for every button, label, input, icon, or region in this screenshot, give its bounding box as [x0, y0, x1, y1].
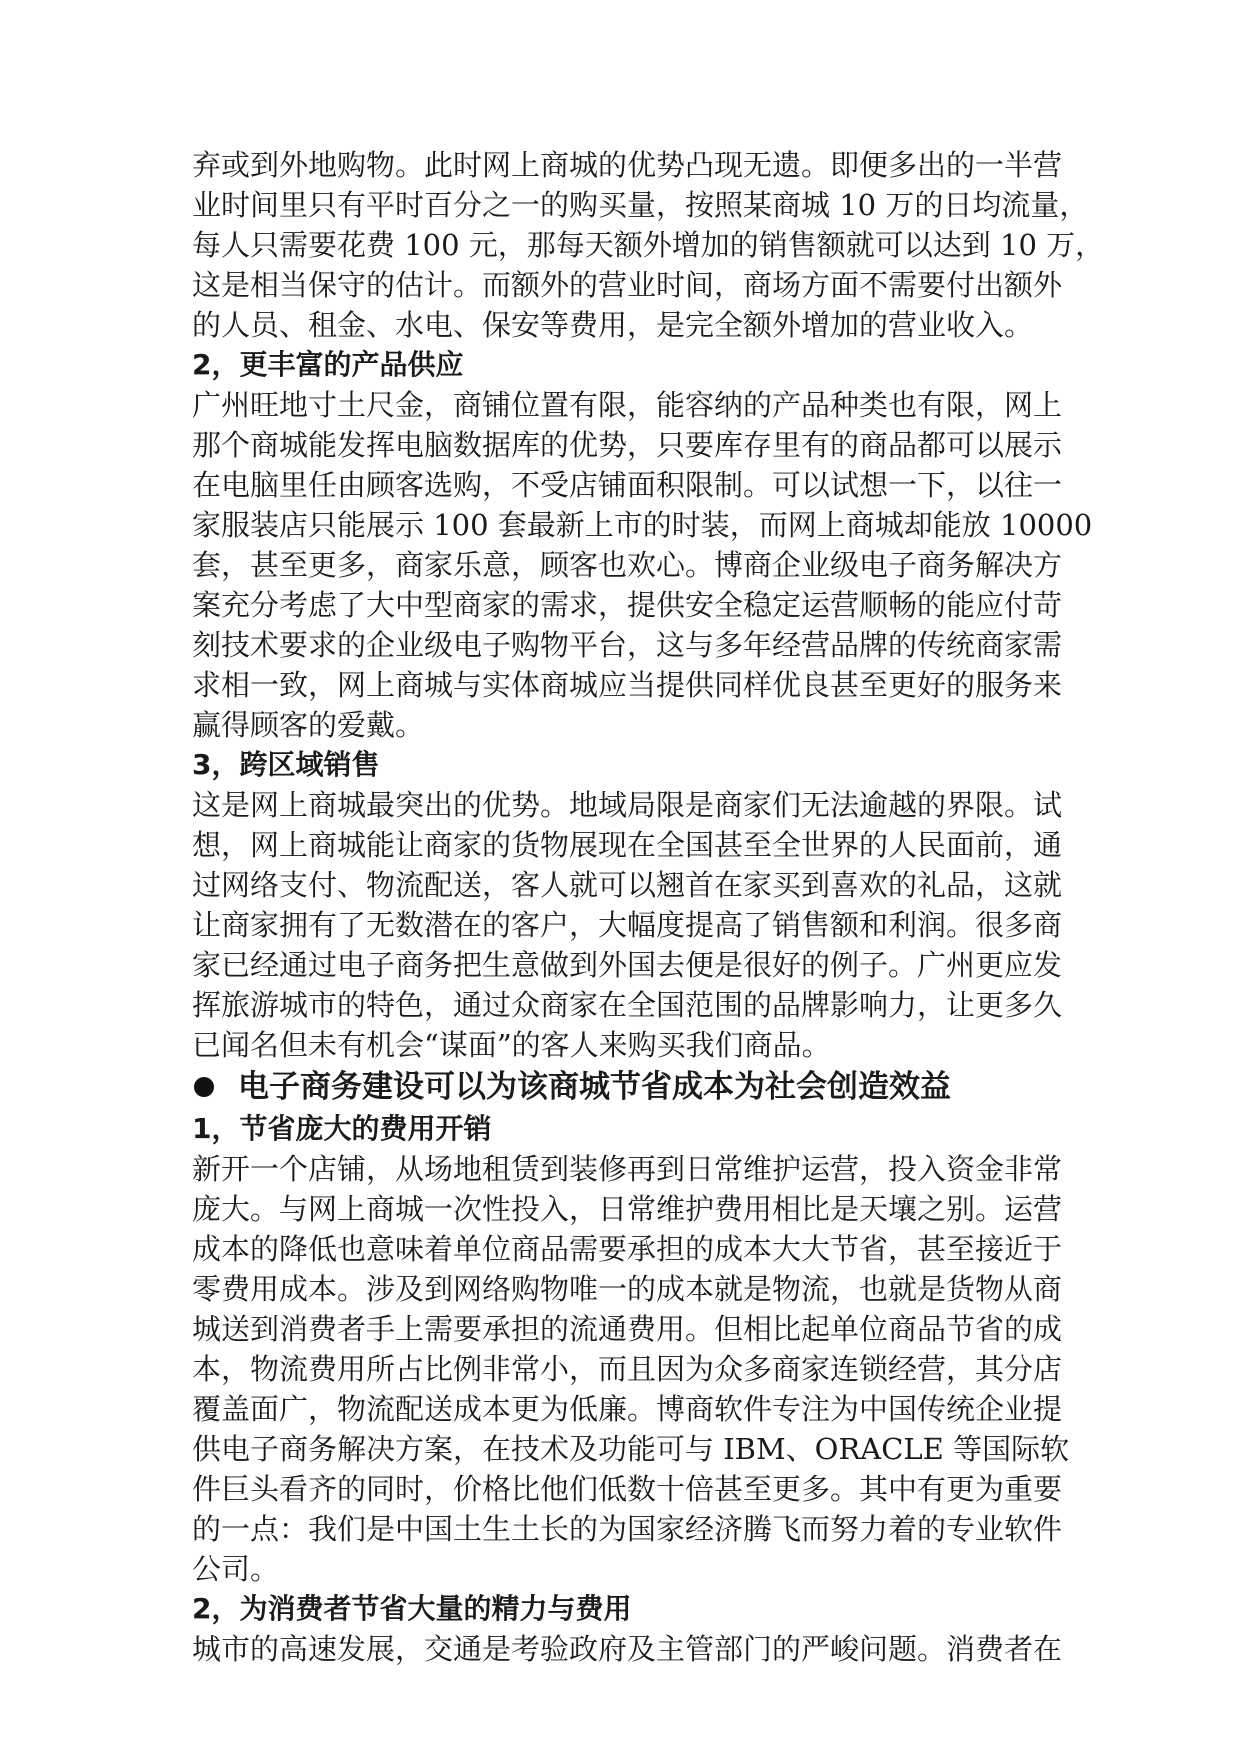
document-page — [192, 145, 1105, 1669]
text-line: 的一点：我们是中国土生土长的为国家经济腾飞而努力着的专业软件 — [192, 1512, 1063, 1546]
heading-save-expenses: 1，节省庞大的费用开销 — [192, 1112, 492, 1145]
text-line: 本，物流费用所占比例非常小，而且因为众多商家连锁经营，其分店 — [192, 1352, 1063, 1386]
text-line: 过网络支付、物流配送，客人就可以翘首在家买到喜欢的礼品，这就 — [192, 868, 1063, 902]
paragraph-save-consumer-effort — [192, 1629, 1063, 1669]
text-line: 家服装店只能展示 100 套最新上市的时装，而网上商城却能放 10000 — [192, 508, 1093, 542]
text-line: 零费用成本。涉及到网络购物唯一的成本就是物流，也就是货物从商 — [192, 1272, 1063, 1306]
text-line: 让商家拥有了无数潜在的客户，大幅度提高了销售额和利润。很多商 — [192, 908, 1063, 942]
heading-cross-region-sales: 3，跨区域销售 — [192, 748, 380, 781]
paragraph-cross-region-sales — [192, 785, 1063, 1065]
section-heading-cost-saving — [192, 1065, 1052, 1109]
bullet-icon — [194, 1077, 214, 1097]
text-line: 弃或到外地购物。此时网上商城的优势凸现无遗。即便多出的一半营 — [192, 148, 1063, 182]
text-line: 这是网上商城最突出的优势。地域局限是商家们无法逾越的界限。试 — [192, 788, 1063, 822]
text-line: 刻技术要求的企业级电子购物平台，这与多年经营品牌的传统商家需 — [192, 628, 1063, 662]
paragraph-online-advantage — [192, 145, 1105, 345]
text-line: 城送到消费者手上需要承担的流通费用。但相比起单位商品节省的成 — [192, 1312, 1063, 1346]
text-line: 庞大。与网上商城一次性投入，日常维护费用相比是天壤之别。运营 — [192, 1192, 1063, 1226]
text-line: 公司。 — [192, 1552, 280, 1586]
text-line: 新开一个店铺，从场地租赁到装修再到日常维护运营，投入资金非常 — [192, 1152, 1063, 1186]
text-line: 家已经通过电子商务把生意做到外国去便是很好的例子。广州更应发 — [192, 948, 1063, 982]
text-line: 案充分考虑了大中型商家的需求，提供安全稳定运营顺畅的能应付苛 — [192, 588, 1063, 622]
text-line: 套，甚至更多，商家乐意，顾客也欢心。博商企业级电子商务解决方 — [192, 548, 1063, 582]
text-line: 件巨头看齐的同时，价格比他们低数十倍甚至更多。其中有更为重要 — [192, 1472, 1063, 1506]
paragraph-richer-products — [192, 385, 1093, 745]
heading-richer-products: 2，更丰富的产品供应 — [192, 348, 464, 381]
text-line: 供电子商务解决方案，在技术及功能可与 IBM、ORACLE 等国际软 — [192, 1432, 1070, 1466]
text-line: 城市的高速发展，交通是考验政府及主管部门的严峻问题。消费者在 — [192, 1632, 1063, 1666]
text-line: 想，网上商城能让商家的货物展现在全国甚至全世界的人民面前，通 — [192, 828, 1063, 862]
paragraph-save-expenses — [192, 1149, 1070, 1589]
text-line: 挥旅游城市的特色，通过众商家在全国范围的品牌影响力，让更多久 — [192, 988, 1063, 1022]
text-line: 求相一致，网上商城与实体商城应当提供同样优良甚至更好的服务来 — [192, 668, 1063, 702]
text-line: 广州旺地寸土尺金，商铺位置有限，能容纳的产品种类也有限，网上 — [192, 388, 1063, 422]
text-line: 的人员、租金、水电、保安等费用，是完全额外增加的营业收入。 — [192, 308, 1034, 342]
text-line: 每人只需要花费 100 元，那每天额外增加的销售额就可以达到 10 万， — [192, 228, 1105, 262]
text-line: 这是相当保守的估计。而额外的营业时间，商场方面不需要付出额外 — [192, 268, 1063, 302]
section-heading-text: 电子商务建设可以为该商城节省成本为社会创造效益 — [238, 1069, 951, 1105]
text-line: 成本的降低也意味着单位商品需要承担的成本大大节省，甚至接近于 — [192, 1232, 1063, 1266]
text-line: 覆盖面广，物流配送成本更为低廉。博商软件专注为中国传统企业提 — [192, 1392, 1063, 1426]
text-line: 在电脑里任由顾客选购，不受店铺面积限制。可以试想一下，以往一 — [192, 468, 1063, 502]
text-line: 业时间里只有平时百分之一的购买量，按照某商城 10 万的日均流量， — [192, 188, 1089, 222]
text-line: 赢得顾客的爱戴。 — [192, 708, 425, 742]
heading-save-consumer-effort: 2，为消费者节省大量的精力与费用 — [192, 1592, 632, 1625]
text-line: 已闻名但未有机会“谋面”的客人来购买我们商品。 — [192, 1028, 831, 1062]
text-line: 那个商城能发挥电脑数据库的优势，只要库存里有的商品都可以展示 — [192, 428, 1063, 462]
